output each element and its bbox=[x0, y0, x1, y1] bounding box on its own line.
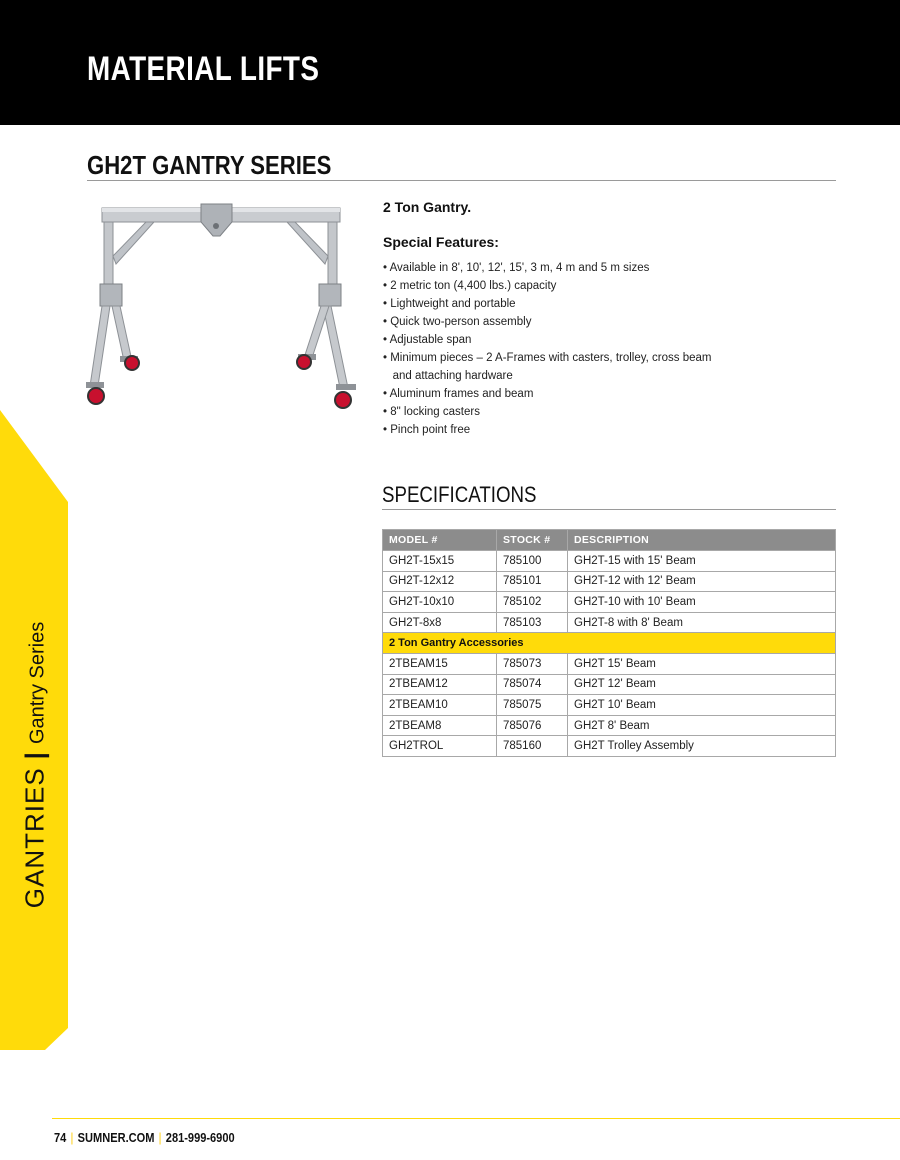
model-cell: GH2T-10x10 bbox=[383, 592, 497, 613]
description-cell: GH2T-12 with 12' Beam bbox=[568, 571, 836, 592]
feature-item: • Quick two-person assembly bbox=[383, 316, 532, 328]
table-row bbox=[383, 551, 836, 572]
table-row bbox=[383, 695, 836, 716]
model-cell: GH2T-12x12 bbox=[383, 571, 497, 592]
stock-cell: 785100 bbox=[497, 551, 568, 572]
side-tab-label bbox=[20, 600, 51, 930]
stock-cell: 785073 bbox=[497, 653, 568, 674]
description-cell: GH2T 15' Beam bbox=[568, 653, 836, 674]
table-row bbox=[383, 592, 836, 613]
features-heading: Special Features: bbox=[383, 234, 499, 250]
feature-item: • 2 metric ton (4,400 lbs.) capacity bbox=[383, 280, 557, 292]
model-cell: GH2TROL bbox=[383, 736, 497, 757]
series-title: GH2T GANTRY SERIES bbox=[87, 150, 332, 180]
stock-cell: 785076 bbox=[497, 715, 568, 736]
description-cell: GH2T-15 with 15' Beam bbox=[568, 551, 836, 572]
footer-phone: 281-999-6900 bbox=[165, 1130, 235, 1145]
side-tab-main: GANTRIES bbox=[19, 767, 50, 909]
stock-cell: 785102 bbox=[497, 592, 568, 613]
title-divider bbox=[87, 180, 836, 181]
page-title: MATERIAL LIFTS bbox=[87, 50, 320, 88]
description-cell: GH2T 8' Beam bbox=[568, 715, 836, 736]
feature-item: • Minimum pieces – 2 A-Frames with casters, trolley, cross beam bbox=[383, 352, 712, 364]
feature-item: • Adjustable span bbox=[383, 334, 472, 346]
stock-cell: 785074 bbox=[497, 674, 568, 695]
stock-cell: 785075 bbox=[497, 695, 568, 716]
stock-cell: 785103 bbox=[497, 612, 568, 633]
column-header-stock: STOCK # bbox=[497, 530, 568, 551]
footer-website: SUMNER.COM bbox=[77, 1130, 155, 1145]
model-cell: 2TBEAM15 bbox=[383, 653, 497, 674]
footer bbox=[54, 1130, 235, 1145]
features-list bbox=[383, 259, 711, 439]
description-cell: GH2T 12' Beam bbox=[568, 674, 836, 695]
stock-cell: 785101 bbox=[497, 571, 568, 592]
description-cell: GH2T-10 with 10' Beam bbox=[568, 592, 836, 613]
model-cell: 2TBEAM10 bbox=[383, 695, 497, 716]
table-row bbox=[383, 571, 836, 592]
page-number: 74 bbox=[54, 1130, 67, 1145]
model-cell: 2TBEAM8 bbox=[383, 715, 497, 736]
top-banner bbox=[0, 0, 900, 125]
feature-item: • Pinch point free bbox=[383, 424, 471, 436]
footer-separator: | bbox=[70, 1130, 74, 1145]
model-cell: GH2T-15x15 bbox=[383, 551, 497, 572]
stock-cell: 785160 bbox=[497, 736, 568, 757]
table-header-row bbox=[383, 530, 836, 551]
specifications-table bbox=[382, 529, 836, 757]
product-intro: 2 Ton Gantry. bbox=[383, 199, 472, 215]
description-cell: GH2T-8 with 8' Beam bbox=[568, 612, 836, 633]
side-tab-separator: | bbox=[19, 752, 50, 760]
feature-item: • Aluminum frames and beam bbox=[383, 388, 534, 400]
table-row bbox=[383, 674, 836, 695]
accessories-section-row bbox=[383, 633, 836, 654]
footer-divider bbox=[52, 1118, 900, 1119]
model-cell: GH2T-8x8 bbox=[383, 612, 497, 633]
feature-item: • 8" locking casters bbox=[383, 406, 480, 418]
column-header-description: DESCRIPTION bbox=[568, 530, 836, 551]
specifications-heading: SPECIFICATIONS bbox=[382, 482, 537, 507]
feature-item: and attaching hardware bbox=[383, 370, 513, 382]
table-row bbox=[383, 736, 836, 757]
side-tab-sub: Gantry Series bbox=[26, 621, 49, 745]
specifications-divider bbox=[382, 509, 836, 510]
table-row bbox=[383, 653, 836, 674]
gantry-product-image bbox=[80, 196, 370, 414]
footer-separator: | bbox=[158, 1130, 162, 1145]
table-row bbox=[383, 612, 836, 633]
column-header-model: MODEL # bbox=[383, 530, 497, 551]
model-cell: 2TBEAM12 bbox=[383, 674, 497, 695]
description-cell: GH2T 10' Beam bbox=[568, 695, 836, 716]
description-cell: GH2T Trolley Assembly bbox=[568, 736, 836, 757]
accessories-label: 2 Ton Gantry Accessories bbox=[383, 633, 836, 654]
table-row bbox=[383, 715, 836, 736]
feature-item: • Available in 8', 10', 12', 15', 3 m, 4 m and 5 m sizes bbox=[383, 262, 650, 274]
feature-item: • Lightweight and portable bbox=[383, 298, 516, 310]
